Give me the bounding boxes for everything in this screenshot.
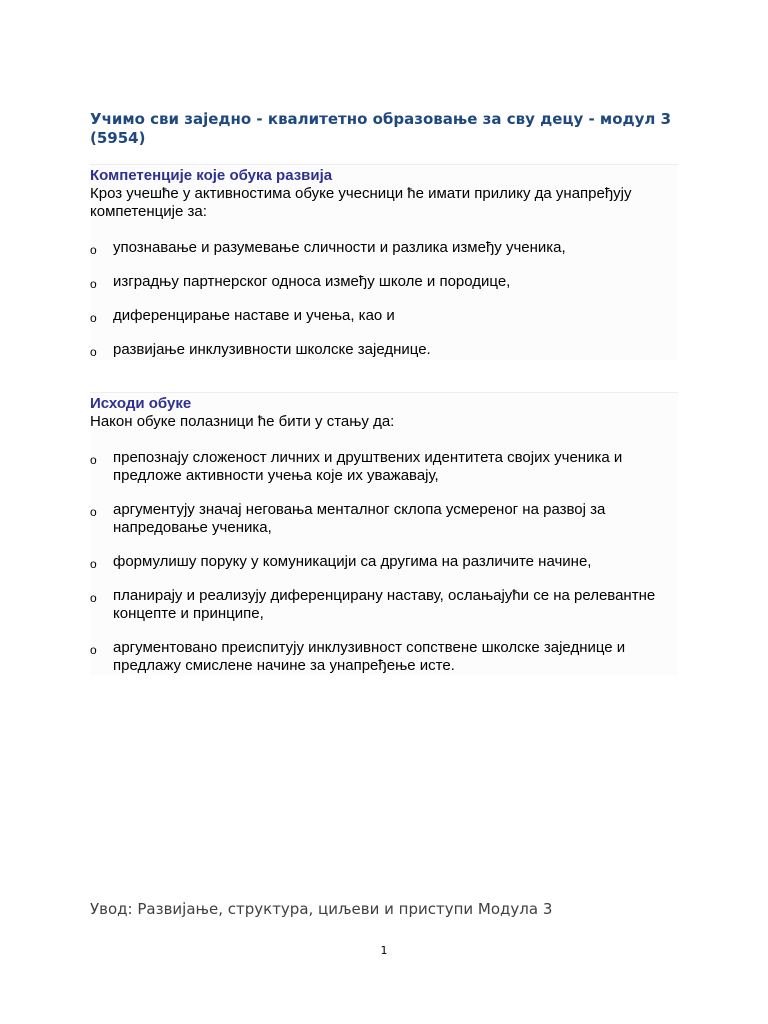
list-item-text: формулишу поруку у комуникацији са другима на различите начине, [113, 553, 592, 570]
list-item [90, 639, 678, 675]
list-item [90, 307, 678, 325]
footer-section-title: Увод: Развијање, структура, циљеви и приступи Модула 3 [90, 900, 553, 918]
competencies-intro: Кроз учешће у активностима обуке учесници ће имати прилику да унапређују компетенције за: [90, 185, 632, 220]
bullet-marker-icon: o [90, 311, 97, 325]
bullet-marker-icon: o [90, 591, 97, 605]
competencies-heading: Компетенције које обука развија [90, 167, 333, 184]
bullet-marker-icon: o [90, 453, 97, 467]
bullet-marker-icon: o [90, 345, 97, 359]
list-item-text: аргументују значај неговања менталног склопа усмереног на развој за напредовање ученика, [113, 501, 606, 536]
bullet-marker-icon: o [90, 277, 97, 291]
outcomes-heading: Исходи обуке [90, 395, 192, 412]
bullet-marker-icon: o [90, 505, 97, 519]
list-item-text: изградњу партнерског односа између школе и породице, [113, 273, 511, 290]
page-number: 1 [380, 944, 388, 957]
list-item-text: планирају и реализују диференцирану наставу, ослањајући се на релевантне концепте и принципе, [113, 587, 656, 622]
list-item [90, 501, 678, 537]
competencies-section [90, 164, 678, 360]
list-item-text: развијање инклузивности школске заједнице. [113, 341, 431, 358]
list-item [90, 449, 678, 485]
competencies-list [90, 239, 678, 359]
page-title: Учимо сви заједно - квалитетно образовање за сву децу - модул 3 (5954) [90, 110, 672, 147]
list-item [90, 239, 678, 257]
outcomes-section [90, 392, 678, 675]
bullet-marker-icon: o [90, 243, 97, 257]
outcomes-intro: Након обуке полазници ће бити у стању да: [90, 413, 395, 430]
list-item-text: упознавање и разумевање сличности и разлика између ученика, [113, 239, 566, 256]
list-item-text: диференцирање наставе и учења, као и [113, 307, 395, 324]
bullet-marker-icon: o [90, 643, 97, 657]
list-item-text: препознају сложеност личних и друштвених идентитета својих ученика и предложе активности учења које их уважавају, [113, 449, 623, 484]
outcomes-list [90, 449, 678, 675]
list-item [90, 587, 678, 623]
list-item [90, 273, 678, 291]
list-item [90, 341, 678, 359]
list-item-text: аргументовано преиспитују инклузивност сопствене школске заједнице и предлажу смислене начине за унапређење исте. [113, 639, 626, 674]
list-item [90, 553, 678, 571]
bullet-marker-icon: o [90, 557, 97, 571]
